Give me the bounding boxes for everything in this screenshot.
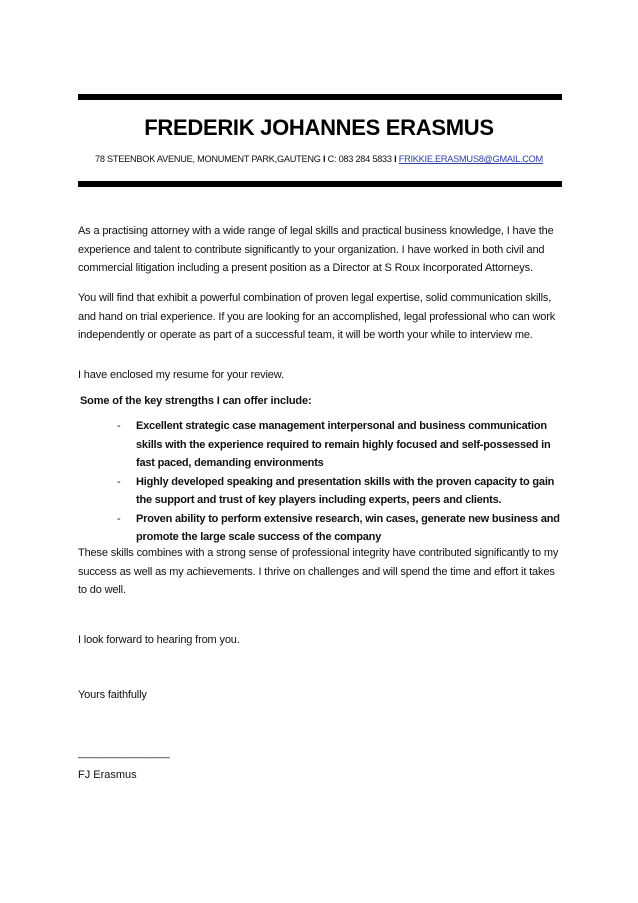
header-top-rule — [78, 94, 562, 100]
strength-text: Proven ability to perform extensive research, win cases, generate new business and promote the large scale success of the company — [136, 512, 560, 543]
phone: C: 083 284 5833 — [327, 154, 392, 164]
list-item — [117, 417, 567, 473]
header-bottom-rule — [78, 181, 562, 187]
bullet-dash: - — [117, 420, 121, 432]
bullet-dash: - — [117, 475, 121, 488]
applicant-name: FREDERIK JOHANNES ERASMUS — [144, 115, 494, 140]
list-item — [117, 510, 567, 547]
strength-text: Highly developed speaking and presentation skills with the proven capacity to gain the support and trust of key players including experts, peers and clients. — [136, 475, 555, 506]
address: 78 STEENBOK AVENUE, MONUMENT PARK,GAUTENG — [95, 154, 321, 164]
contact-line — [0, 154, 638, 164]
contact-separator: I — [394, 154, 397, 164]
intro-paragraph: As a practising attorney with a wide range of legal skills and practical business knowledge, I have the experience and talent to contribute significantly to your organization. I have worked in both civil and commercial litigation including a present position as a Director at S Roux Incorporated Attorneys. — [78, 225, 554, 274]
strengths-list — [117, 417, 567, 547]
salutation: Yours faithfully — [78, 689, 147, 701]
contact-separator: I — [322, 154, 326, 164]
strength-text: Excellent strategic case management interpersonal and business communication skills with the experience required to remain highly focused and self-possessed in fast paced, demanding environments — [136, 420, 551, 469]
bullet-dash: - — [117, 512, 121, 525]
experience-paragraph: You will find that exhibit a powerful combination of proven legal expertise, solid communication skills, and hand on trial experience. If you are looking for an accomplished, legal professional who can work independently or operate as part of a successful team, it will be worth your while to interview me. — [78, 292, 556, 341]
list-item — [117, 473, 567, 510]
signature-line: _______________ — [78, 747, 170, 759]
email-link[interactable]: FRIKKIE.ERASMUS8@GMAIL.COM — [398, 154, 543, 164]
resume-enclosed-paragraph: I have enclosed my resume for your review. — [78, 369, 284, 381]
integrity-paragraph: These skills combines with a strong sense of professional integrity have contributed significantly to my success as well as my achievements. I thrive on challenges and will spend the time and effort it takes to do well. — [78, 547, 559, 596]
closing-line: I look forward to hearing from you. — [78, 634, 240, 646]
strengths-heading: Some of the key strengths I can offer include: — [80, 395, 312, 407]
signature-name: FJ Erasmus — [78, 769, 137, 781]
